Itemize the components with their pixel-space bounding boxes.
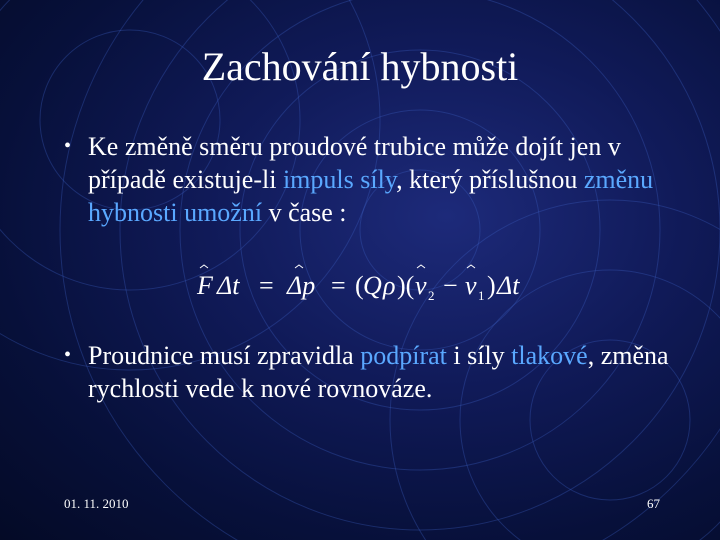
bullet-impulse-part1: Ke změně směru proudové trubice může dojít jen v případě existuje-li xyxy=(88,132,621,194)
bullet-impulse-part3: v čase : xyxy=(262,198,347,227)
bullet-support-text xyxy=(88,339,684,405)
bullet-support xyxy=(64,339,684,405)
slide-title: Zachování hybnosti xyxy=(201,44,519,89)
footer-date: 01. 11. 2010 xyxy=(64,496,129,511)
eq-sub-2: 2 xyxy=(428,288,435,303)
bullet-support-part1: Proudnice musí zpravidla xyxy=(88,341,361,370)
eq-v1: v xyxy=(465,271,477,300)
footer-page-number: 67 xyxy=(647,496,660,511)
svg-text:(: ( xyxy=(355,271,364,300)
momentum-equation xyxy=(195,262,525,304)
bullet-impulse-part2: , který příslušnou xyxy=(396,165,584,194)
bullet-support-part3: , změna rychlosti vede k nové rovnováze. xyxy=(88,341,669,403)
vector-arrow-icon xyxy=(467,265,475,268)
vector-arrow-icon xyxy=(295,265,303,268)
eq-force: F xyxy=(197,271,213,300)
bullet-support-part2: i síly xyxy=(446,341,512,370)
eq-v2: v xyxy=(415,271,427,300)
eq-delta-p: Δp xyxy=(287,271,316,300)
eq-rho: ρ xyxy=(383,271,396,300)
highlight-zmenu-hybnosti: změnu hybnosti umožní xyxy=(88,165,654,227)
vector-arrow-icon xyxy=(200,265,208,268)
vector-arrow-icon xyxy=(417,265,425,268)
highlight-podpirat: podpírat xyxy=(360,341,447,370)
eq-equals-2: = xyxy=(331,271,346,300)
svg-text:)(: )( xyxy=(397,271,415,300)
eq-delta-t-2: Δt xyxy=(497,271,520,300)
highlight-impuls-sily: impuls síly xyxy=(282,165,397,194)
svg-text:): ) xyxy=(487,271,496,300)
eq-delta-t: Δt xyxy=(217,271,240,300)
bullet-dot-icon: • xyxy=(64,344,72,366)
bullet-dot-icon: • xyxy=(64,135,72,157)
eq-sub-1: 1 xyxy=(478,288,485,303)
bullet-impulse-text xyxy=(88,130,684,229)
eq-equals: = xyxy=(259,271,274,300)
eq-minus: − xyxy=(443,271,458,300)
bullet-impulse xyxy=(64,130,684,229)
highlight-tlakove: tlakové xyxy=(511,341,588,370)
eq-q: Q xyxy=(363,271,382,300)
